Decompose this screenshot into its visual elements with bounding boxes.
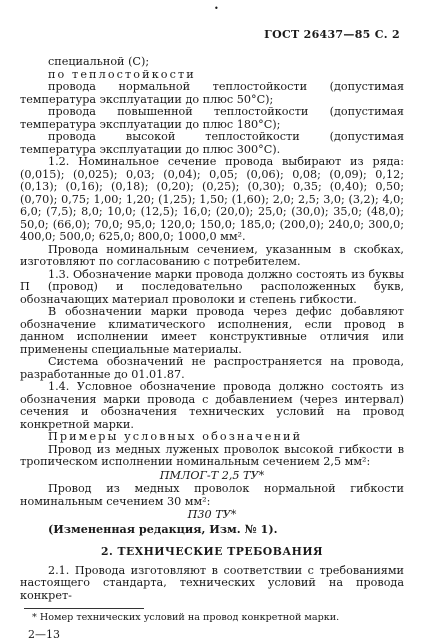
example-1-text: Провод из медных луженых проволок высокой гибкости в тропическом исполнении номинальным сечением 2,5 мм²: <box>20 442 404 468</box>
page-code: 2—13 <box>28 627 60 641</box>
document-body <box>20 56 404 641</box>
clause-1-3: 1.3. Обозначение марки провода должно состоять из буквы П (провод) и последовательно расположенных букв, обозначающих материал проволоки и степень гибкости. <box>20 267 404 306</box>
clause-1-2: 1.2. Номинальное сечение провода выбирают из ряда: (0,015); (0,025); 0,03; (0,04); 0,05; (0,06); 0,08; (0,09); 0,12; (0,13); (0,16); (0,18); (0,20); (0,25); (0,30); 0,35; (0,40); 0,50; (0,70); 0,75; 1,00; 1,20; (1,25); 1,50; (1,60); 2,0; 2,5; 3,0; (3,2); 4,0; 6,0; (7,5); 8,0; 10,0; (12,5); 16,0; (20,0); 25,0; (30,0); 35,0; (48,0); 50,0; (66,0); 70,0; 95,0; 120,0; 150,0; 185,0; (200,0); 240,0; 300,0; 400,0; 500,0; 625,0; 800,0; 1000,0 мм². <box>20 155 404 243</box>
paragraph-special: специальной (С); <box>48 55 150 68</box>
example-2-text: Провод из медных проволок нормальной гибкости номинальным сечением 30 мм²: <box>20 482 404 508</box>
section-title: 2. ТЕХНИЧЕСКИЕ ТРЕБОВАНИЯ <box>100 545 324 558</box>
paragraph-increased-heat: провода повышенной теплостойкости (допустимая температура эксплуатации до плюс 180°C); <box>20 105 404 131</box>
paragraph-climatic: В обозначении марки провода через дефис добавляют обозначение климатического исполнения, если провод в данном исполнении имеет конструктивные отличия или применены специальные материалы. <box>20 305 404 356</box>
footnote: * Номер технических условий на провод конкретной марки. <box>32 612 340 623</box>
paragraph-normal-heat: провода нормальной теплостойкости (допустимая температура эксплуатации до плюс 50°C); <box>20 80 404 106</box>
paragraph-system-scope: Система обозначений не распространяется на провода, разработанные до 01.01.87. <box>20 355 404 381</box>
page-header: ГОСТ 26437—85 С. 2 <box>264 28 400 41</box>
examples-heading: Примеры условных обозначений <box>48 430 303 443</box>
clause-1-4: 1.4. Условное обозначение провода должно состоять из обозначения марки провода с добавлением (через интервал) сечения и обозначения технических условий на провод конкретной марки. <box>20 380 404 431</box>
example-2-formula: П30 ТУ* <box>187 508 237 521</box>
example-1-formula: ПМЛОГ-Т 2,5 ТУ* <box>159 468 265 482</box>
amendment-note: (Измененная редакция, Изм. № 1). <box>48 521 278 536</box>
subheading-heat-resistance: по теплостойкости <box>48 67 196 81</box>
footnote-divider <box>24 608 144 609</box>
paragraph-bracket-note: Провода номинальным сечением, указанным в скобках, изготовляют по согласованию с потребителем. <box>20 242 404 268</box>
paragraph-high-heat: провода высокой теплостойкости (допустимая температура эксплуатации до плюс 300°C). <box>20 130 404 156</box>
top-mark: • <box>214 4 219 13</box>
clause-2-1: 2.1. Провода изготовляют в соответствии с требованиями настоящего стандарта, технических условий на провода конкрет- <box>20 563 404 602</box>
